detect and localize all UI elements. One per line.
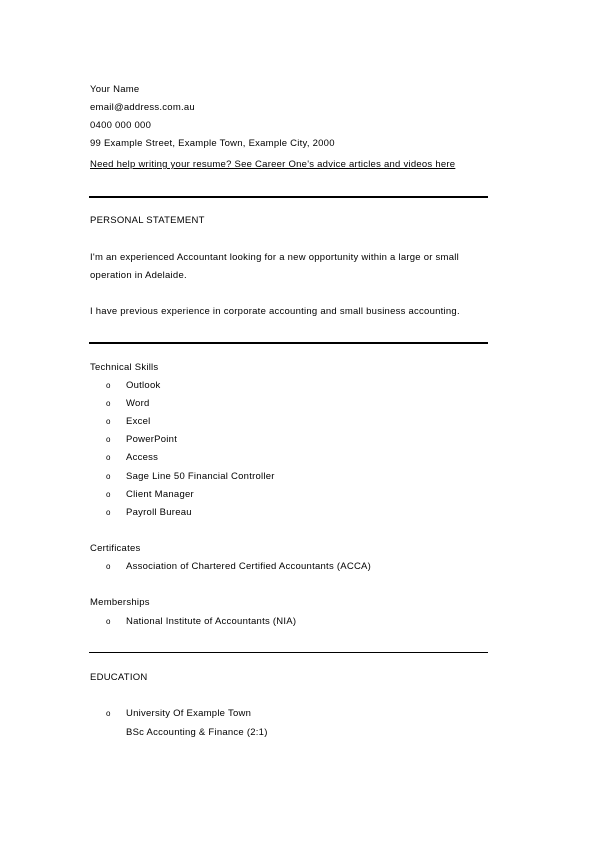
section-divider (89, 652, 488, 653)
education-institution: University Of Example Town (126, 708, 252, 719)
skill-item: Access (126, 452, 159, 463)
contact-phone: 0400 000 000 (90, 120, 152, 131)
certificates-heading: Certificates (90, 543, 141, 554)
career-advice-link[interactable]: Need help writing your resume? See Career One's advice articles and videos here (90, 159, 456, 170)
contact-name: Your Name (90, 84, 140, 95)
skill-item: Payroll Bureau (126, 507, 192, 518)
bullet-icon: o (106, 617, 111, 626)
skill-item: Word (126, 398, 150, 409)
skill-item: Client Manager (126, 489, 194, 500)
contact-email: email@address.com.au (90, 102, 195, 113)
membership-item: National Institute of Accountants (NIA) (126, 616, 297, 627)
contact-address: 99 Example Street, Example Town, Example City, 2000 (90, 138, 335, 149)
memberships-heading: Memberships (90, 597, 150, 608)
bullet-icon: o (106, 508, 111, 517)
personal-statement-line-2: operation in Adelaide. (90, 270, 187, 281)
education-degree: BSc Accounting & Finance (2:1) (126, 727, 268, 738)
bullet-icon: o (106, 490, 111, 499)
bullet-icon: o (106, 472, 111, 481)
skill-item: Sage Line 50 Financial Controller (126, 471, 275, 482)
bullet-icon: o (106, 417, 111, 426)
technical-skills-heading: Technical Skills (90, 362, 159, 373)
bullet-icon: o (106, 399, 111, 408)
bullet-icon: o (106, 562, 111, 571)
certificate-item: Association of Chartered Certified Accountants (ACCA) (126, 561, 372, 572)
personal-statement-line-1: I'm an experienced Accountant looking for a new opportunity within a large or small (90, 252, 459, 263)
skill-item: Excel (126, 416, 151, 427)
bullet-icon: o (106, 435, 111, 444)
bullet-icon: o (106, 709, 111, 718)
bullet-icon: o (106, 453, 111, 462)
section-divider (89, 196, 488, 198)
skill-item: PowerPoint (126, 434, 178, 445)
bullet-icon: o (106, 381, 111, 390)
section-divider (89, 342, 488, 344)
skill-item: Outlook (126, 380, 161, 391)
personal-statement-line-3: I have previous experience in corporate accounting and small business accounting. (90, 306, 460, 317)
personal-statement-heading: PERSONAL STATEMENT (90, 215, 205, 226)
education-heading: EDUCATION (90, 672, 148, 683)
